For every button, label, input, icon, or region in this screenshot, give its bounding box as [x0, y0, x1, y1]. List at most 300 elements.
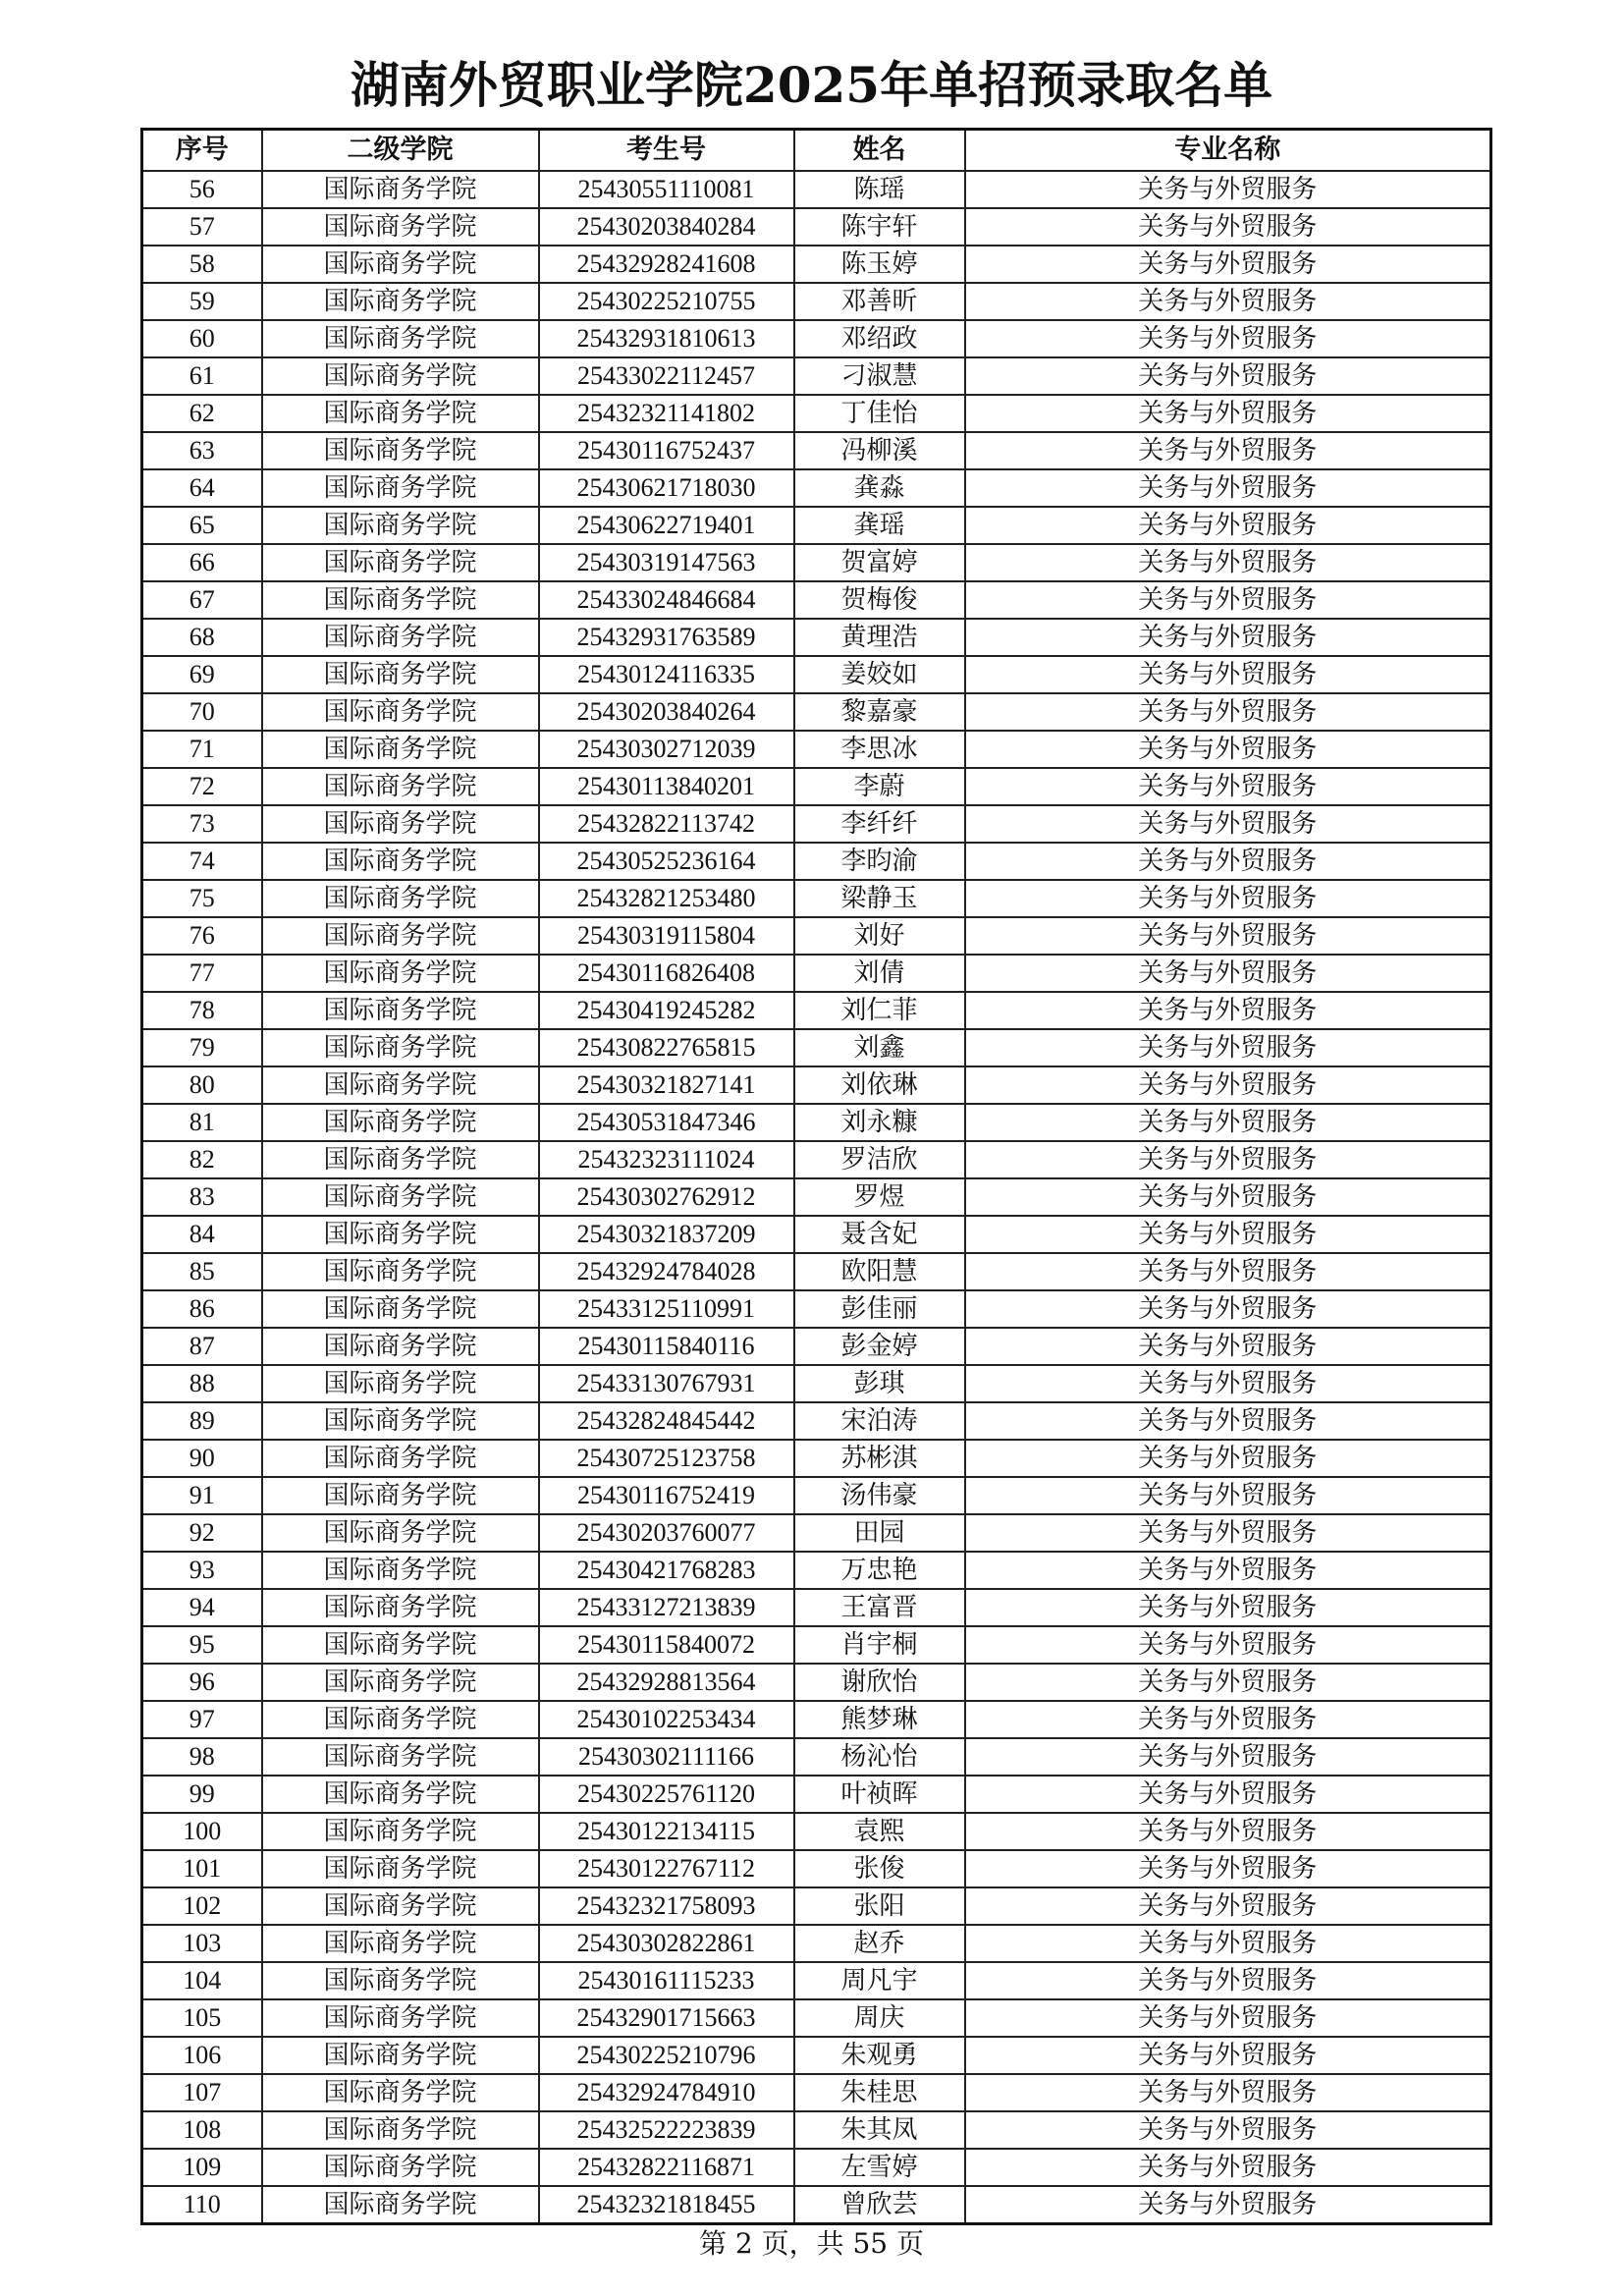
row-college: 国际商务学院	[262, 1589, 539, 1626]
table-row	[142, 1738, 1491, 1776]
row-college: 国际商务学院	[262, 357, 539, 395]
row-index: 94	[142, 1589, 262, 1626]
document-title: 湖南外贸职业学院2025年单招预录取名单	[350, 56, 1273, 114]
row-major: 关务与外贸服务	[965, 1962, 1491, 1999]
row-major: 关务与外贸服务	[965, 955, 1491, 992]
row-major: 关务与外贸服务	[965, 2149, 1491, 2186]
table-row	[142, 880, 1491, 917]
row-candidate-number: 25430115840072	[539, 1626, 794, 1664]
row-name: 朱桂思	[794, 2074, 965, 2111]
row-index: 87	[142, 1328, 262, 1365]
row-index: 103	[142, 1925, 262, 1962]
row-index: 96	[142, 1664, 262, 1701]
row-major: 关务与外贸服务	[965, 880, 1491, 917]
row-major: 关务与外贸服务	[965, 992, 1491, 1029]
table-row	[142, 1178, 1491, 1216]
row-major: 关务与外贸服务	[965, 1552, 1491, 1589]
row-candidate-number: 25430725123758	[539, 1440, 794, 1477]
table-row	[142, 1402, 1491, 1440]
row-college: 国际商务学院	[262, 2111, 539, 2149]
row-major: 关务与外贸服务	[965, 1029, 1491, 1066]
row-major: 关务与外贸服务	[965, 1738, 1491, 1776]
table-row	[142, 1104, 1491, 1141]
row-major: 关务与外贸服务	[965, 1141, 1491, 1178]
row-name: 刁淑慧	[794, 357, 965, 395]
table-row	[142, 320, 1491, 357]
row-major: 关务与外贸服务	[965, 619, 1491, 656]
row-name: 袁熙	[794, 1813, 965, 1850]
row-college: 国际商务学院	[262, 1626, 539, 1664]
row-index: 95	[142, 1626, 262, 1664]
row-college: 国际商务学院	[262, 1365, 539, 1402]
table-row	[142, 1626, 1491, 1664]
row-name: 姜姣如	[794, 656, 965, 693]
row-candidate-number: 25430302762912	[539, 1178, 794, 1216]
row-name: 梁静玉	[794, 880, 965, 917]
table-row	[142, 1216, 1491, 1253]
header-name: 姓名	[794, 130, 965, 172]
row-name: 罗煜	[794, 1178, 965, 1216]
row-college: 国际商务学院	[262, 917, 539, 955]
row-name: 龚淼	[794, 469, 965, 507]
header-major: 专业名称	[965, 130, 1491, 172]
row-name: 刘永糠	[794, 1104, 965, 1141]
table-row	[142, 1253, 1491, 1290]
row-index: 80	[142, 1066, 262, 1104]
row-major: 关务与外贸服务	[965, 1925, 1491, 1962]
row-college: 国际商务学院	[262, 1701, 539, 1738]
row-major: 关务与外贸服务	[965, 1999, 1491, 2037]
table-row	[142, 992, 1491, 1029]
row-candidate-number: 25430321827141	[539, 1066, 794, 1104]
row-index: 84	[142, 1216, 262, 1253]
row-name: 彭金婷	[794, 1328, 965, 1365]
row-college: 国际商务学院	[262, 1738, 539, 1776]
table-row	[142, 955, 1491, 992]
row-index: 79	[142, 1029, 262, 1066]
row-index: 69	[142, 656, 262, 693]
row-name: 曾欣芸	[794, 2186, 965, 2224]
row-candidate-number: 25432822116871	[539, 2149, 794, 2186]
row-name: 张俊	[794, 1850, 965, 1887]
row-name: 朱其凤	[794, 2111, 965, 2149]
row-index: 90	[142, 1440, 262, 1477]
row-major: 关务与外贸服务	[965, 2111, 1491, 2149]
row-candidate-number: 25430551110081	[539, 171, 794, 208]
row-name: 黄理浩	[794, 619, 965, 656]
row-candidate-number: 25432924784910	[539, 2074, 794, 2111]
row-college: 国际商务学院	[262, 619, 539, 656]
row-index: 88	[142, 1365, 262, 1402]
row-candidate-number: 25432928813564	[539, 1664, 794, 1701]
row-college: 国际商务学院	[262, 656, 539, 693]
row-college: 国际商务学院	[262, 1850, 539, 1887]
row-college: 国际商务学院	[262, 395, 539, 432]
row-name: 朱观勇	[794, 2037, 965, 2074]
row-name: 汤伟豪	[794, 1477, 965, 1514]
row-index: 57	[142, 208, 262, 246]
row-major: 关务与外贸服务	[965, 768, 1491, 805]
row-college: 国际商务学院	[262, 2149, 539, 2186]
row-candidate-number: 25432323111024	[539, 1141, 794, 1178]
row-name: 龚瑶	[794, 507, 965, 544]
row-major: 关务与外贸服务	[965, 171, 1491, 208]
row-college: 国际商务学院	[262, 880, 539, 917]
table-row	[142, 1477, 1491, 1514]
row-name: 贺梅俊	[794, 581, 965, 619]
row-college: 国际商务学院	[262, 1776, 539, 1813]
row-major: 关务与外贸服务	[965, 469, 1491, 507]
table-row	[142, 1999, 1491, 2037]
table-row	[142, 2074, 1491, 2111]
row-major: 关务与外贸服务	[965, 507, 1491, 544]
row-index: 63	[142, 432, 262, 469]
table-row	[142, 2186, 1491, 2224]
row-name: 谢欣怡	[794, 1664, 965, 1701]
row-college: 国际商务学院	[262, 1029, 539, 1066]
row-name: 李纤纤	[794, 805, 965, 843]
table-row	[142, 395, 1491, 432]
row-name: 陈玉婷	[794, 246, 965, 283]
row-candidate-number: 25432321818455	[539, 2186, 794, 2224]
table-row	[142, 1290, 1491, 1328]
row-name: 刘仁菲	[794, 992, 965, 1029]
row-major: 关务与外贸服务	[965, 656, 1491, 693]
row-college: 国际商务学院	[262, 768, 539, 805]
row-name: 刘好	[794, 917, 965, 955]
row-name: 田园	[794, 1514, 965, 1552]
row-major: 关务与外贸服务	[965, 1290, 1491, 1328]
row-college: 国际商务学院	[262, 2037, 539, 2074]
row-index: 81	[142, 1104, 262, 1141]
row-name: 周庆	[794, 1999, 965, 2037]
row-candidate-number: 25432821253480	[539, 880, 794, 917]
row-college: 国际商务学院	[262, 208, 539, 246]
row-major: 关务与外贸服务	[965, 1440, 1491, 1477]
row-index: 93	[142, 1552, 262, 1589]
table-row	[142, 1365, 1491, 1402]
table-row	[142, 357, 1491, 395]
row-index: 102	[142, 1887, 262, 1925]
row-candidate-number: 25430116752437	[539, 432, 794, 469]
row-candidate-number: 25430203760077	[539, 1514, 794, 1552]
row-college: 国际商务学院	[262, 992, 539, 1029]
table-row	[142, 1552, 1491, 1589]
row-candidate-number: 25432321141802	[539, 395, 794, 432]
row-candidate-number: 25430124116335	[539, 656, 794, 693]
table-row	[142, 2149, 1491, 2186]
row-college: 国际商务学院	[262, 1887, 539, 1925]
row-index: 64	[142, 469, 262, 507]
row-major: 关务与外贸服务	[965, 544, 1491, 581]
row-index: 65	[142, 507, 262, 544]
row-major: 关务与外贸服务	[965, 2074, 1491, 2111]
row-index: 89	[142, 1402, 262, 1440]
row-college: 国际商务学院	[262, 469, 539, 507]
table-row	[142, 283, 1491, 320]
table-row	[142, 1328, 1491, 1365]
row-major: 关务与外贸服务	[965, 1365, 1491, 1402]
row-college: 国际商务学院	[262, 1178, 539, 1216]
row-major: 关务与外贸服务	[965, 1477, 1491, 1514]
row-candidate-number: 25430122767112	[539, 1850, 794, 1887]
table-row	[142, 246, 1491, 283]
row-name: 王富晋	[794, 1589, 965, 1626]
row-name: 李昀渝	[794, 843, 965, 880]
row-college: 国际商务学院	[262, 320, 539, 357]
table-row	[142, 843, 1491, 880]
row-name: 聂含妃	[794, 1216, 965, 1253]
table-row	[142, 731, 1491, 768]
row-name: 叶祯晖	[794, 1776, 965, 1813]
row-major: 关务与外贸服务	[965, 1253, 1491, 1290]
table-row	[142, 1664, 1491, 1701]
row-index: 91	[142, 1477, 262, 1514]
table-row	[142, 693, 1491, 731]
row-candidate-number: 25432321758093	[539, 1887, 794, 1925]
row-name: 张阳	[794, 1887, 965, 1925]
table-row	[142, 1776, 1491, 1813]
row-college: 国际商务学院	[262, 1552, 539, 1589]
row-college: 国际商务学院	[262, 507, 539, 544]
row-name: 左雪婷	[794, 2149, 965, 2186]
row-major: 关务与外贸服务	[965, 1178, 1491, 1216]
row-name: 邓善昕	[794, 283, 965, 320]
row-name: 彭琪	[794, 1365, 965, 1402]
row-major: 关务与外贸服务	[965, 1328, 1491, 1365]
row-index: 83	[142, 1178, 262, 1216]
row-major: 关务与外贸服务	[965, 283, 1491, 320]
row-major: 关务与外贸服务	[965, 1626, 1491, 1664]
row-name: 宋泊涛	[794, 1402, 965, 1440]
row-name: 苏彬淇	[794, 1440, 965, 1477]
table-row	[142, 544, 1491, 581]
row-name: 刘鑫	[794, 1029, 965, 1066]
row-candidate-number: 25430102253434	[539, 1701, 794, 1738]
row-name: 黎嘉豪	[794, 693, 965, 731]
row-name: 李思冰	[794, 731, 965, 768]
row-candidate-number: 25430225210796	[539, 2037, 794, 2074]
row-major: 关务与外贸服务	[965, 805, 1491, 843]
row-index: 61	[142, 357, 262, 395]
row-college: 国际商务学院	[262, 843, 539, 880]
row-candidate-number: 25430302822861	[539, 1925, 794, 1962]
row-college: 国际商务学院	[262, 432, 539, 469]
row-candidate-number: 25430531847346	[539, 1104, 794, 1141]
row-major: 关务与外贸服务	[965, 432, 1491, 469]
row-index: 82	[142, 1141, 262, 1178]
row-college: 国际商务学院	[262, 1962, 539, 1999]
row-index: 85	[142, 1253, 262, 1290]
table-row	[142, 469, 1491, 507]
row-college: 国际商务学院	[262, 1328, 539, 1365]
row-candidate-number: 25430525236164	[539, 843, 794, 880]
row-candidate-number: 25430225210755	[539, 283, 794, 320]
row-candidate-number: 25432931763589	[539, 619, 794, 656]
row-candidate-number: 25432928241608	[539, 246, 794, 283]
row-index: 72	[142, 768, 262, 805]
row-name: 熊梦琳	[794, 1701, 965, 1738]
table-row	[142, 1887, 1491, 1925]
row-major: 关务与外贸服务	[965, 917, 1491, 955]
row-name: 欧阳慧	[794, 1253, 965, 1290]
row-major: 关务与外贸服务	[965, 208, 1491, 246]
row-index: 75	[142, 880, 262, 917]
row-candidate-number: 25432931810613	[539, 320, 794, 357]
row-candidate-number: 25430203840284	[539, 208, 794, 246]
row-index: 101	[142, 1850, 262, 1887]
table-row	[142, 805, 1491, 843]
row-name: 邓绍政	[794, 320, 965, 357]
row-candidate-number: 25430113840201	[539, 768, 794, 805]
row-candidate-number: 25430302111166	[539, 1738, 794, 1776]
row-index: 58	[142, 246, 262, 283]
table-row	[142, 1962, 1491, 1999]
row-candidate-number: 25430302712039	[539, 731, 794, 768]
row-name: 彭佳丽	[794, 1290, 965, 1328]
row-index: 100	[142, 1813, 262, 1850]
row-college: 国际商务学院	[262, 1216, 539, 1253]
row-college: 国际商务学院	[262, 2074, 539, 2111]
row-college: 国际商务学院	[262, 1813, 539, 1850]
row-index: 71	[142, 731, 262, 768]
row-college: 国际商务学院	[262, 1253, 539, 1290]
row-candidate-number: 25430822765815	[539, 1029, 794, 1066]
table-row	[142, 1701, 1491, 1738]
row-major: 关务与外贸服务	[965, 246, 1491, 283]
row-index: 59	[142, 283, 262, 320]
row-name: 罗洁欣	[794, 1141, 965, 1178]
row-major: 关务与外贸服务	[965, 1216, 1491, 1253]
row-name: 刘依琳	[794, 1066, 965, 1104]
row-name: 陈瑶	[794, 171, 965, 208]
table-header-row	[142, 130, 1491, 172]
row-name: 刘倩	[794, 955, 965, 992]
row-index: 74	[142, 843, 262, 880]
row-college: 国际商务学院	[262, 2186, 539, 2224]
row-index: 99	[142, 1776, 262, 1813]
row-index: 107	[142, 2074, 262, 2111]
row-candidate-number: 25430115840116	[539, 1328, 794, 1365]
row-major: 关务与外贸服务	[965, 1066, 1491, 1104]
row-major: 关务与外贸服务	[965, 1850, 1491, 1887]
row-index: 62	[142, 395, 262, 432]
table-row	[142, 917, 1491, 955]
row-college: 国际商务学院	[262, 1477, 539, 1514]
row-index: 60	[142, 320, 262, 357]
row-index: 97	[142, 1701, 262, 1738]
row-candidate-number: 25430421768283	[539, 1552, 794, 1589]
table-row	[142, 1440, 1491, 1477]
row-major: 关务与外贸服务	[965, 731, 1491, 768]
table-row	[142, 1029, 1491, 1066]
table-row	[142, 1514, 1491, 1552]
row-index: 68	[142, 619, 262, 656]
row-name: 万忠艳	[794, 1552, 965, 1589]
table-row	[142, 2037, 1491, 2074]
row-college: 国际商务学院	[262, 1290, 539, 1328]
row-candidate-number: 25430116752419	[539, 1477, 794, 1514]
row-college: 国际商务学院	[262, 1514, 539, 1552]
table-row	[142, 1589, 1491, 1626]
table-row	[142, 1141, 1491, 1178]
row-candidate-number: 25432824845442	[539, 1402, 794, 1440]
table-row	[142, 581, 1491, 619]
row-college: 国际商务学院	[262, 1402, 539, 1440]
table-row	[142, 507, 1491, 544]
row-major: 关务与外贸服务	[965, 1813, 1491, 1850]
row-major: 关务与外贸服务	[965, 1776, 1491, 1813]
row-candidate-number: 25433125110991	[539, 1290, 794, 1328]
row-name: 陈宇轩	[794, 208, 965, 246]
row-college: 国际商务学院	[262, 1440, 539, 1477]
table-row	[142, 1066, 1491, 1104]
table-row	[142, 656, 1491, 693]
row-index: 67	[142, 581, 262, 619]
row-candidate-number: 25430116826408	[539, 955, 794, 992]
row-candidate-number: 25433022112457	[539, 357, 794, 395]
row-major: 关务与外贸服务	[965, 581, 1491, 619]
row-candidate-number: 25430161115233	[539, 1962, 794, 1999]
row-index: 78	[142, 992, 262, 1029]
row-index: 109	[142, 2149, 262, 2186]
row-major: 关务与外贸服务	[965, 1589, 1491, 1626]
row-index: 92	[142, 1514, 262, 1552]
row-candidate-number: 25430622719401	[539, 507, 794, 544]
table-row	[142, 208, 1491, 246]
row-candidate-number: 25430321837209	[539, 1216, 794, 1253]
row-name: 丁佳怡	[794, 395, 965, 432]
row-index: 104	[142, 1962, 262, 1999]
header-index: 序号	[142, 130, 262, 172]
table-row	[142, 1813, 1491, 1850]
row-candidate-number: 25430225761120	[539, 1776, 794, 1813]
row-index: 56	[142, 171, 262, 208]
row-college: 国际商务学院	[262, 693, 539, 731]
row-name: 李蔚	[794, 768, 965, 805]
row-index: 108	[142, 2111, 262, 2149]
row-index: 77	[142, 955, 262, 992]
row-candidate-number: 25430319147563	[539, 544, 794, 581]
row-college: 国际商务学院	[262, 1104, 539, 1141]
row-college: 国际商务学院	[262, 544, 539, 581]
table-row	[142, 768, 1491, 805]
header-candidate-number: 考生号	[539, 130, 794, 172]
row-college: 国际商务学院	[262, 246, 539, 283]
row-name: 赵乔	[794, 1925, 965, 1962]
row-major: 关务与外贸服务	[965, 1514, 1491, 1552]
row-college: 国际商务学院	[262, 1925, 539, 1962]
row-name: 冯柳溪	[794, 432, 965, 469]
row-candidate-number: 25430621718030	[539, 469, 794, 507]
row-major: 关务与外贸服务	[965, 843, 1491, 880]
row-candidate-number: 25432924784028	[539, 1253, 794, 1290]
row-name: 杨沁怡	[794, 1738, 965, 1776]
row-candidate-number: 25433127213839	[539, 1589, 794, 1626]
row-index: 105	[142, 1999, 262, 2037]
row-candidate-number: 25430319115804	[539, 917, 794, 955]
row-major: 关务与外贸服务	[965, 1402, 1491, 1440]
row-college: 国际商务学院	[262, 1664, 539, 1701]
row-major: 关务与外贸服务	[965, 1104, 1491, 1141]
row-index: 110	[142, 2186, 262, 2224]
row-candidate-number: 25433130767931	[539, 1365, 794, 1402]
row-name: 周凡宇	[794, 1962, 965, 1999]
row-index: 66	[142, 544, 262, 581]
row-major: 关务与外贸服务	[965, 2037, 1491, 2074]
row-major: 关务与外贸服务	[965, 395, 1491, 432]
row-candidate-number: 25432901715663	[539, 1999, 794, 2037]
